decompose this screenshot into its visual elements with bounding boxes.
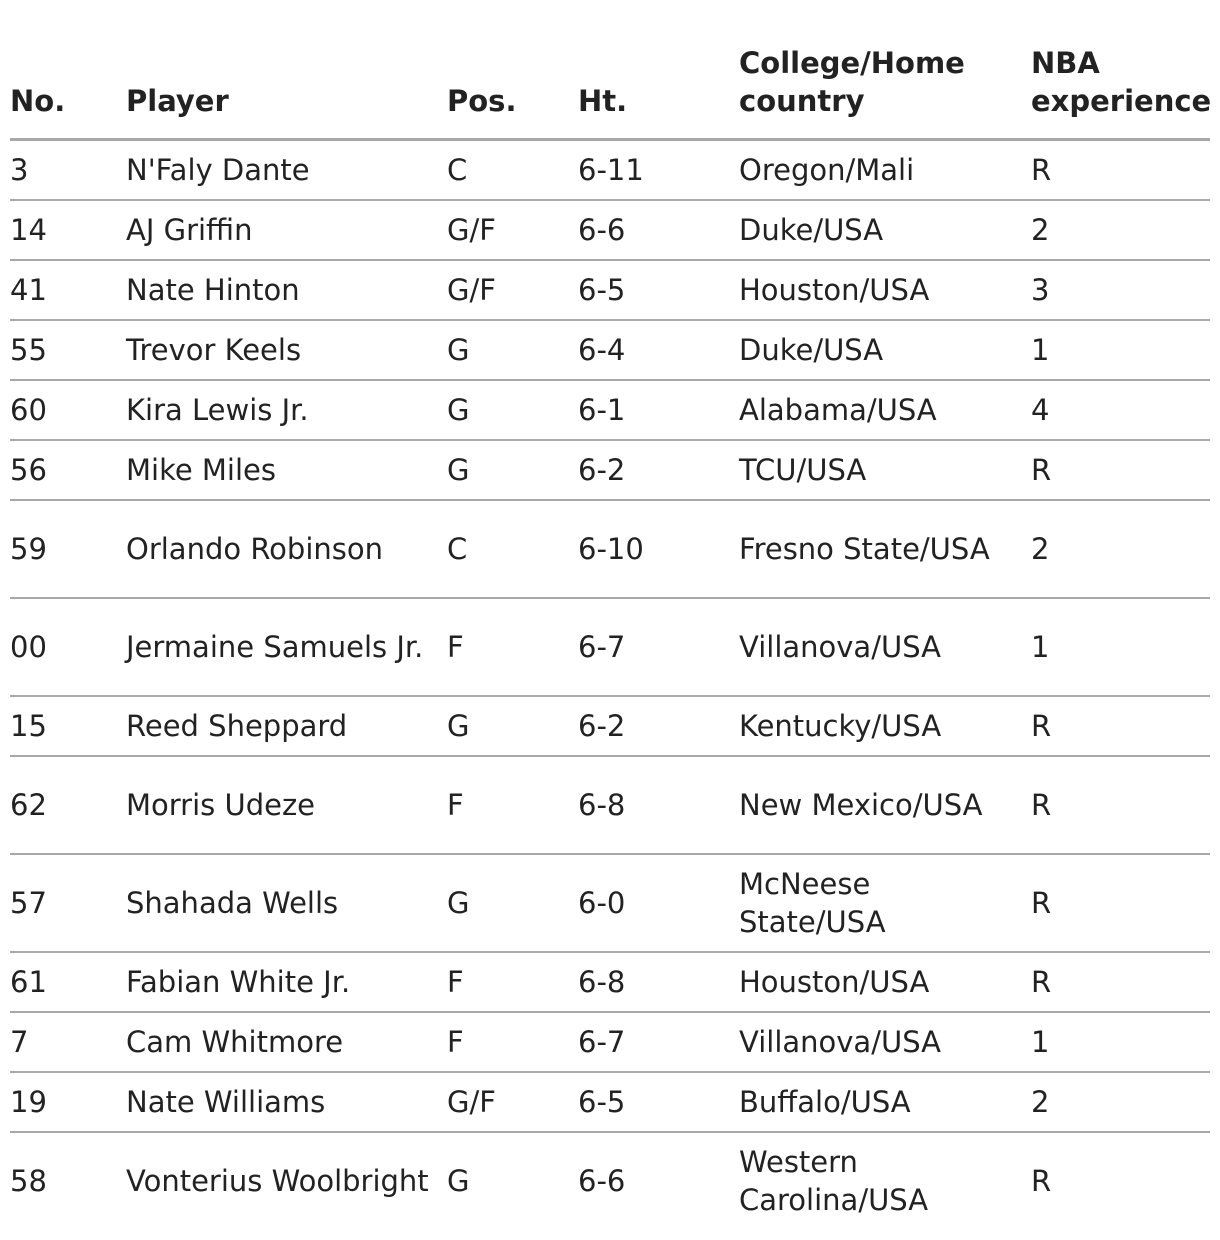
cell-ht: 6-7 [578,598,739,696]
cell-no: 58 [10,1164,47,1198]
cell-pos: G [447,440,578,500]
cell-pos: F [447,952,578,1012]
table-row [10,854,1210,952]
header-experience-line: NBA [1031,46,1100,80]
table-row [10,320,1210,380]
cell-pos: F [447,756,578,854]
cell-no: 7 [10,1012,126,1072]
table-row [10,696,1210,756]
cell-no: 56 [10,440,126,500]
cell-no: 55 [10,320,126,380]
cell-player: Shahada Wells [126,854,447,952]
cell-experience: R [1031,696,1210,756]
header-row [10,44,1210,140]
cell-player: Fabian White Jr. [126,952,447,1012]
cell-player: Mike Miles [126,440,447,500]
cell-ht: 6-4 [578,320,739,380]
table-row [10,440,1210,500]
cell-ht: 6-2 [578,440,739,500]
cell-experience: 2 [1031,1072,1210,1132]
table-row [10,1072,1210,1132]
table-row [10,260,1210,320]
cell-experience: 2 [1031,200,1210,260]
header-no: No. [10,44,126,140]
cell-player: Jermaine Samuels Jr. [126,598,447,696]
header-pos: Pos. [447,44,578,140]
cell-college: Villanova/USA [739,598,1031,696]
cell-experience: 1 [1031,1012,1210,1072]
cell-pos: G/F [447,1072,578,1132]
cell-player: N'Faly Dante [126,140,447,201]
cell-no: 60 [10,380,126,440]
cell-pos: F [447,598,578,696]
cell-experience: 1 [1031,320,1210,380]
cell-ht: 6-6 [578,1164,626,1198]
cell-player: Orlando Robinson [126,500,447,598]
cell-pos: G [447,320,578,380]
cell-pos: C [447,500,578,598]
cell-college: Western Carolina/USA [739,1145,929,1217]
cell-pos: G [447,696,578,756]
cell-college: Fresno State/USA [739,500,1031,598]
cell-experience: R [1031,756,1210,854]
cell-ht: 6-8 [578,756,739,854]
cell-college: Houston/USA [739,952,1031,1012]
cell-ht: 6-5 [578,260,739,320]
cell-player: Reed Sheppard [126,696,447,756]
table-row [10,1012,1210,1072]
cell-no: 3 [10,140,126,201]
cell-no: 62 [10,756,126,854]
cell-player: Nate Williams [126,1072,447,1132]
cell-player: Trevor Keels [126,320,447,380]
table-header [10,44,1210,140]
table-row [10,952,1210,1012]
cell-no: 00 [10,598,126,696]
cell-player: Cam Whitmore [126,1012,447,1072]
cell-college: New Mexico/USA [739,756,1031,854]
table-row [10,756,1210,854]
cell-no: 15 [10,696,126,756]
table-row [10,200,1210,260]
cell-college: Kentucky/USA [739,696,1031,756]
cell-experience: 4 [1031,380,1210,440]
cell-college: Villanova/USA [739,1012,1031,1072]
cell-ht: 6-7 [578,1012,739,1072]
cell-player: AJ Griffin [126,200,447,260]
cell-ht: 6-5 [578,1072,739,1132]
table-row [10,1132,1210,1229]
cell-player: Vonterius Woolbright [126,1164,429,1198]
header-experience [1031,44,1210,140]
cell-no: 14 [10,200,126,260]
cell-college: Alabama/USA [739,380,1031,440]
cell-college: Duke/USA [739,200,1031,260]
cell-ht: 6-2 [578,696,739,756]
cell-experience: 1 [1031,598,1210,696]
cell-experience: 3 [1031,260,1210,320]
cell-college: TCU/USA [739,440,1031,500]
cell-ht: 6-10 [578,500,739,598]
cell-ht: 6-0 [578,854,739,952]
table-row [10,500,1210,598]
cell-player: Morris Udeze [126,756,447,854]
cell-ht: 6-1 [578,380,739,440]
cell-experience: R [1031,140,1210,201]
cell-no: 61 [10,952,126,1012]
cell-no: 57 [10,854,126,952]
cell-pos: G/F [447,260,578,320]
cell-ht: 6-11 [578,140,739,201]
header-college: College/Home country [739,44,1031,140]
cell-no: 41 [10,260,126,320]
cell-experience: R [1031,854,1210,952]
cell-experience: R [1031,952,1210,1012]
cell-ht: 6-6 [578,200,739,260]
table-row [10,598,1210,696]
cell-no: 59 [10,500,126,598]
cell-college: Duke/USA [739,320,1031,380]
cell-experience: R [1031,440,1210,500]
cell-player: Kira Lewis Jr. [126,380,447,440]
cell-player: Nate Hinton [126,260,447,320]
cell-college: Oregon/Mali [739,140,1031,201]
cell-pos: G [447,380,578,440]
cell-no: 19 [10,1072,126,1132]
cell-college: Houston/USA [739,260,1031,320]
cell-pos: G [447,854,578,952]
cell-pos: G/F [447,200,578,260]
cell-college: Buffalo/USA [739,1072,1031,1132]
cell-ht: 6-8 [578,952,739,1012]
header-ht: Ht. [578,44,739,140]
cell-experience: R [1031,1164,1052,1198]
table-row [10,380,1210,440]
cell-pos: G [447,1164,470,1198]
header-experience-line: experience [1031,84,1212,118]
header-player: Player [126,44,447,140]
cell-college: McNeese State/USA [739,854,1031,952]
table-row [10,140,1210,201]
table-body [10,140,1210,1230]
cell-pos: C [447,140,578,201]
cell-pos: F [447,1012,578,1072]
roster-table [10,44,1210,1229]
cell-experience: 2 [1031,500,1210,598]
